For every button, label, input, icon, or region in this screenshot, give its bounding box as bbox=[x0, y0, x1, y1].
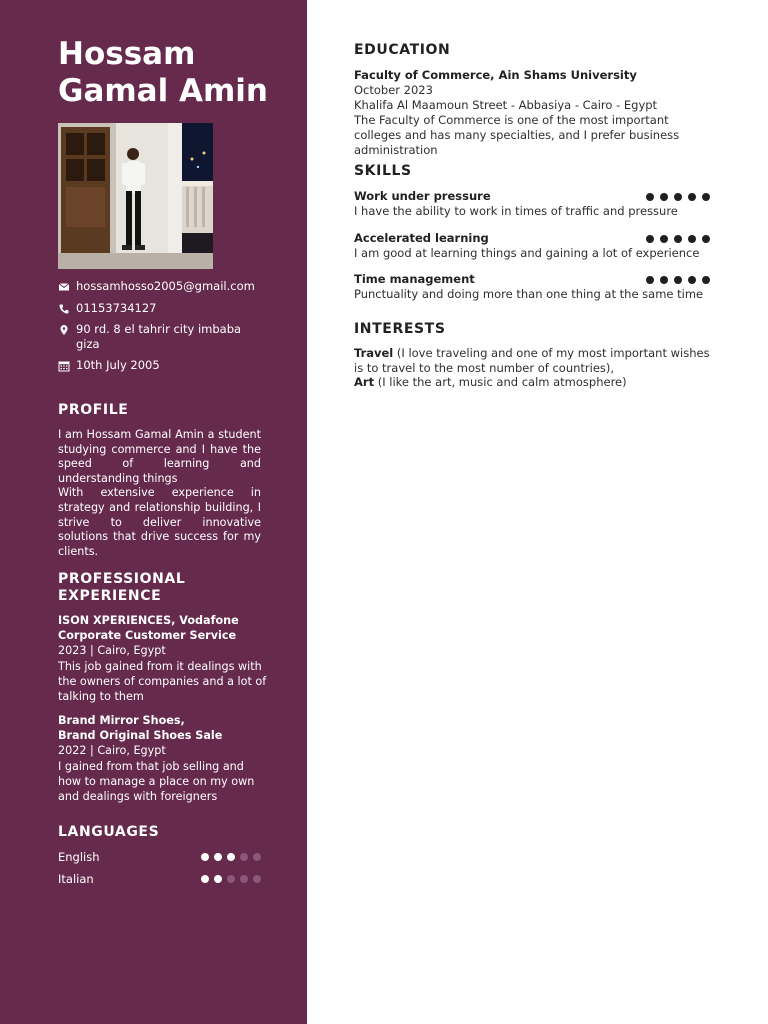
interest-name: Art bbox=[354, 375, 375, 389]
profile-paragraph-2: With extensive experience in strategy and relationship building, I strive to deliver innovative solutions that drive success for my clients. bbox=[58, 486, 261, 558]
rating-dot-empty bbox=[227, 875, 235, 883]
rating-dot-filled bbox=[646, 235, 654, 243]
rating-dot-filled bbox=[214, 875, 222, 883]
address-text: 90 rd. 8 el tahrir city imbaba giza bbox=[76, 322, 242, 351]
rating-dot-filled bbox=[688, 276, 696, 284]
language-level-dots bbox=[201, 853, 261, 861]
profile-summary bbox=[58, 428, 261, 559]
education-address: Khalifa Al Maamoun Street - Abbasiya - Cairo - Egypt bbox=[354, 98, 658, 112]
location-pin-icon bbox=[58, 324, 70, 336]
interests-list bbox=[354, 346, 714, 390]
rating-dot-filled bbox=[646, 276, 654, 284]
profile-paragraph-1: I am Hossam Gamal Amin a student studying commerce and I have the speed of learning and understanding things bbox=[58, 428, 261, 485]
skill-item bbox=[354, 189, 710, 219]
rating-dot-filled bbox=[674, 193, 682, 201]
profile-photo-illustration bbox=[58, 123, 213, 269]
skill-name: Time management bbox=[354, 272, 475, 286]
language-name: Italian bbox=[58, 872, 94, 886]
skill-level-dots bbox=[646, 235, 710, 243]
job-meta: 2023 | Cairo, Egypt bbox=[58, 643, 166, 657]
interest-item bbox=[354, 375, 714, 390]
skill-name: Work under pressure bbox=[354, 189, 491, 203]
mail-icon bbox=[58, 281, 70, 293]
phone-icon bbox=[58, 303, 70, 315]
language-row bbox=[58, 872, 261, 886]
contact-phone bbox=[58, 301, 261, 316]
language-row bbox=[58, 850, 261, 864]
education-entry bbox=[354, 68, 714, 158]
skill-item bbox=[354, 231, 710, 261]
job-description: I gained from that job selling and how to manage a place on my own and dealings with foreigners bbox=[58, 760, 255, 803]
interest-detail: (I like the art, music and calm atmosphere) bbox=[374, 375, 627, 389]
profile-photo bbox=[58, 123, 213, 269]
rating-dot-filled bbox=[201, 875, 209, 883]
skill-name: Accelerated learning bbox=[354, 231, 489, 245]
interest-name: Travel bbox=[354, 346, 394, 360]
skill-level-dots bbox=[646, 193, 710, 201]
sidebar bbox=[0, 0, 307, 1024]
name-first-line: Hossam bbox=[58, 36, 196, 72]
job-entry bbox=[58, 614, 268, 705]
education-description: The Faculty of Commerce is one of the most important colleges and has many specialties, and I prefer business administration bbox=[354, 113, 680, 157]
language-name: English bbox=[58, 850, 100, 864]
rating-dot-empty bbox=[253, 853, 261, 861]
contact-list bbox=[58, 279, 261, 380]
contact-email bbox=[58, 279, 261, 294]
phone-text[interactable]: 01153734127 bbox=[76, 300, 157, 315]
rating-dot-filled bbox=[660, 193, 668, 201]
skill-description: Punctuality and doing more than one thing at the same time bbox=[354, 287, 704, 301]
candidate-name bbox=[58, 36, 298, 110]
contact-birthdate bbox=[58, 358, 261, 373]
birthdate-text: 10th July 2005 bbox=[76, 358, 160, 372]
name-second-line: Gamal Amin bbox=[58, 73, 268, 109]
skill-description: I have the ability to work in times of traffic and pressure bbox=[354, 204, 678, 218]
contact-address bbox=[58, 322, 261, 351]
job-title-line-2: Corporate Customer Service bbox=[58, 628, 237, 642]
job-entry bbox=[58, 714, 268, 805]
profile-heading: PROFILE bbox=[58, 402, 129, 418]
skill-item bbox=[354, 272, 710, 302]
rating-dot-filled bbox=[646, 193, 654, 201]
experience-heading: PROFESSIONAL EXPERIENCE bbox=[58, 571, 186, 604]
job-title-line-1: Brand Mirror Shoes, bbox=[58, 714, 185, 727]
job-meta: 2022 | Cairo, Egypt bbox=[58, 743, 166, 757]
interests-heading: INTERESTS bbox=[354, 321, 446, 337]
job-title-line-1: ISON XPERIENCES, Vodafone bbox=[58, 614, 239, 627]
rating-dot-filled bbox=[702, 276, 710, 284]
rating-dot-filled bbox=[227, 853, 235, 861]
education-school: Faculty of Commerce, Ain Shams University bbox=[354, 68, 637, 82]
rating-dot-empty bbox=[253, 875, 261, 883]
rating-dot-empty bbox=[240, 853, 248, 861]
rating-dot-filled bbox=[660, 235, 668, 243]
skill-description: I am good at learning things and gaining a lot of experience bbox=[354, 246, 700, 260]
rating-dot-empty bbox=[240, 875, 248, 883]
language-level-dots bbox=[201, 875, 261, 883]
education-heading: EDUCATION bbox=[354, 42, 451, 58]
rating-dot-filled bbox=[201, 853, 209, 861]
interest-item bbox=[354, 346, 714, 375]
skills-heading: SKILLS bbox=[354, 163, 412, 179]
skill-level-dots bbox=[646, 276, 710, 284]
rating-dot-filled bbox=[702, 193, 710, 201]
interest-detail: (I love traveling and one of my most important wishes is to travel to the most number of countries), bbox=[354, 346, 710, 375]
rating-dot-filled bbox=[688, 193, 696, 201]
rating-dot-filled bbox=[688, 235, 696, 243]
rating-dot-filled bbox=[214, 853, 222, 861]
job-description: This job gained from it dealings with the owners of companies and a lot of talking to them bbox=[58, 660, 267, 703]
rating-dot-filled bbox=[660, 276, 668, 284]
email-text[interactable]: hossamhosso2005@gmail.com bbox=[76, 279, 255, 293]
education-date: October 2023 bbox=[354, 83, 433, 97]
rating-dot-filled bbox=[702, 235, 710, 243]
rating-dot-filled bbox=[674, 235, 682, 243]
job-title-line-2: Brand Original Shoes Sale bbox=[58, 728, 223, 742]
languages-heading: LANGUAGES bbox=[58, 824, 160, 840]
rating-dot-filled bbox=[674, 276, 682, 284]
calendar-icon bbox=[58, 360, 70, 372]
